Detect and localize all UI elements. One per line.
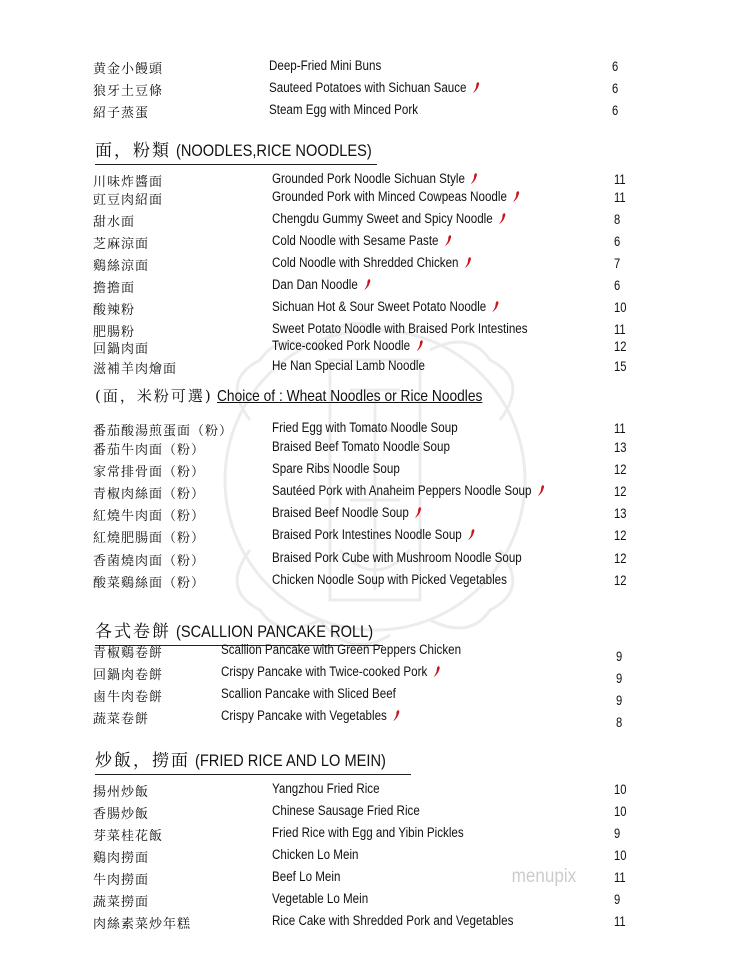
item-english-name: Chicken Lo Mein [272,847,359,862]
item-price: 12 [614,527,627,543]
item-english-name: Spare Ribs Noodle Soup [272,461,400,476]
item-price: 11 [614,171,626,187]
item-chinese-name: 紹子蒸蛋 [93,106,150,121]
item-english-name: Sweet Potato Noodle with Braised Pork Intestines [272,321,528,336]
item-price: 6 [614,277,621,293]
item-price: 11 [614,189,626,205]
item-chinese-name: 蔬菜撈面 [93,895,150,910]
chili-pepper-icon [537,484,545,497]
item-chinese-name: 青椒肉絲面（粉） [93,487,206,502]
item-english-name: Twice-cooked Pork Noodle [272,338,423,353]
item-chinese-name: 紅燒肥腸面（粉） [93,531,206,546]
item-english-name: Scallion Pancake with Sliced Beef [221,686,396,701]
chili-pepper-icon [470,172,478,185]
item-english-name: Chicken Noodle Soup with Picked Vegetables [272,572,507,587]
item-english-name: Scallion Pancake with Green Peppers Chicken [221,642,462,657]
section-heading-fried-rice [95,746,411,775]
item-chinese-name: 肉絲素菜炒年糕 [93,917,192,932]
item-chinese-name: 家常排骨面（粉） [93,465,206,480]
heading-chinese: 各式卷餅 [95,622,171,642]
item-english-name: Chinese Sausage Fried Rice [272,803,420,818]
item-chinese-name: 甜水面 [93,215,136,230]
item-price: 9 [614,825,621,841]
item-price: 13 [614,439,627,455]
item-price: 11 [614,321,626,337]
chili-pepper-icon [415,339,423,352]
item-english-name: Deep-Fried Mini Buns [269,58,382,73]
heading-english: (FRIED RICE AND LO MEIN) [194,751,386,770]
item-price: 12 [614,572,627,588]
item-chinese-name: 黄金小饅頭 [93,62,164,77]
item-price: 9 [616,670,623,686]
item-price: 12 [614,461,627,477]
heading-chinese: 炒飯，撈面 [95,751,190,771]
item-english-name: Fried Rice with Egg and Yibin Pickles [272,825,464,840]
item-chinese-name: 芝麻涼面 [93,237,150,252]
item-chinese-name: 香腸炒飯 [93,807,150,822]
item-chinese-name: 豇豆肉紹面 [93,193,164,208]
item-chinese-name: 芽菜桂花飯 [93,829,164,844]
item-price: 10 [614,847,627,863]
chili-pepper-icon [464,256,472,269]
item-price: 8 [616,714,623,730]
item-price: 8 [614,211,621,227]
item-english-name: Crispy Pancake with Vegetables [221,708,400,723]
item-chinese-name: 酸菜鷄絲面（粉） [93,576,206,591]
item-english-name: Rice Cake with Shredded Pork and Vegetables [272,913,514,928]
item-price: 15 [614,358,627,374]
item-english-name: Crispy Pancake with Twice-cooked Pork [221,664,440,679]
item-english-name: Braised Pork Intestines Noodle Soup [272,527,475,542]
item-english-name: Fried Egg with Tomato Noodle Soup [272,420,458,435]
item-price: 11 [614,420,626,436]
item-english-name: Dan Dan Noodle [272,277,371,292]
item-chinese-name: 牛肉撈面 [93,873,150,888]
item-chinese-name: 揚州炒飯 [93,785,150,800]
heading-english: Choice of : Wheat Noodles or Rice Noodles [217,388,483,405]
chili-pepper-icon [414,506,422,519]
item-english-name: Grounded Pork with Minced Cowpeas Noodle [272,189,520,204]
item-price: 7 [614,255,621,271]
item-price: 9 [616,648,623,664]
item-chinese-name: 青椒鷄卷餅 [93,646,164,661]
item-chinese-name: 紅燒牛肉面（粉） [93,509,206,524]
item-english-name: Grounded Pork Noodle Sichuan Style [272,171,478,186]
item-chinese-name: 鷄絲涼面 [93,259,150,274]
chili-pepper-icon [472,81,480,94]
item-price: 9 [614,891,621,907]
menupix-watermark: menupix [511,866,577,887]
background-seal-watermark [210,300,540,660]
chili-pepper-icon [491,300,499,313]
item-price: 10 [614,299,627,315]
item-price: 9 [616,692,623,708]
item-english-name: Chengdu Gummy Sweet and Spicy Noodle [272,211,506,226]
chili-pepper-icon [363,278,371,291]
item-chinese-name: 香菌燒肉面（粉） [93,554,206,569]
item-english-name: Sichuan Hot & Sour Sweet Potato Noodle [272,299,499,314]
chili-pepper-icon [467,528,475,541]
heading-english: (SCALLION PANCAKE ROLL) [175,622,373,641]
item-chinese-name: 擔擔面 [93,281,136,296]
item-english-name: Cold Noodle with Sesame Paste [272,233,451,248]
item-price: 13 [614,505,627,521]
heading-chinese: 面，粉類 [95,141,171,161]
item-english-name: Cold Noodle with Shredded Chicken [272,255,471,270]
item-price: 11 [614,869,626,885]
item-english-name: Beef Lo Mein [272,869,341,884]
item-chinese-name: 酸辣粉 [93,303,136,318]
chili-pepper-icon [432,665,440,678]
item-english-name: Sautéed Pork with Anaheim Peppers Noodle Soup [272,483,544,498]
item-price: 12 [614,338,627,354]
section-heading-choice [95,385,526,409]
heading-chinese: (面，米粉可選) [95,387,213,405]
item-price: 6 [612,102,619,118]
item-chinese-name: 番茄酸湯煎蛋面（粉） [93,424,234,439]
item-english-name: Braised Pork Cube with Mushroom Noodle Soup [272,550,522,565]
item-chinese-name: 番茄牛肉面（粉） [93,443,206,458]
item-chinese-name: 鹵牛肉卷餅 [93,690,164,705]
chili-pepper-icon [392,709,400,722]
item-english-name: Braised Beef Noodle Soup [272,505,422,520]
heading-english: (NOODLES,RICE NOODLES) [175,141,372,160]
section-heading-noodles [95,136,377,165]
item-chinese-name: 肥腸粉 [93,325,136,340]
item-english-name: Steam Egg with Minced Pork [269,102,419,117]
item-chinese-name: 川味炸醬面 [93,175,164,190]
item-chinese-name: 狼牙土豆條 [93,84,164,99]
chili-pepper-icon [512,190,520,203]
item-chinese-name: 滋補羊肉燴面 [93,362,178,377]
item-chinese-name: 回鍋肉卷餅 [93,668,164,683]
item-price: 12 [614,550,627,566]
item-price: 11 [614,913,626,929]
item-price: 10 [614,803,627,819]
chili-pepper-icon [444,234,452,247]
item-price: 6 [612,58,619,74]
item-english-name: Sauteed Potatoes with Sichuan Sauce [269,80,479,95]
item-chinese-name: 蔬菜卷餅 [93,712,150,727]
item-english-name: Vegetable Lo Mein [272,891,369,906]
item-english-name: Braised Beef Tomato Noodle Soup [272,439,450,454]
item-chinese-name: 回鍋肉面 [93,342,150,357]
item-chinese-name: 鷄肉撈面 [93,851,150,866]
chili-pepper-icon [498,212,506,225]
item-price: 10 [614,781,627,797]
item-price: 12 [614,483,627,499]
item-price: 6 [612,80,619,96]
item-english-name: He Nan Special Lamb Noodle [272,358,425,373]
item-english-name: Yangzhou Fried Rice [272,781,380,796]
item-price: 6 [614,233,621,249]
